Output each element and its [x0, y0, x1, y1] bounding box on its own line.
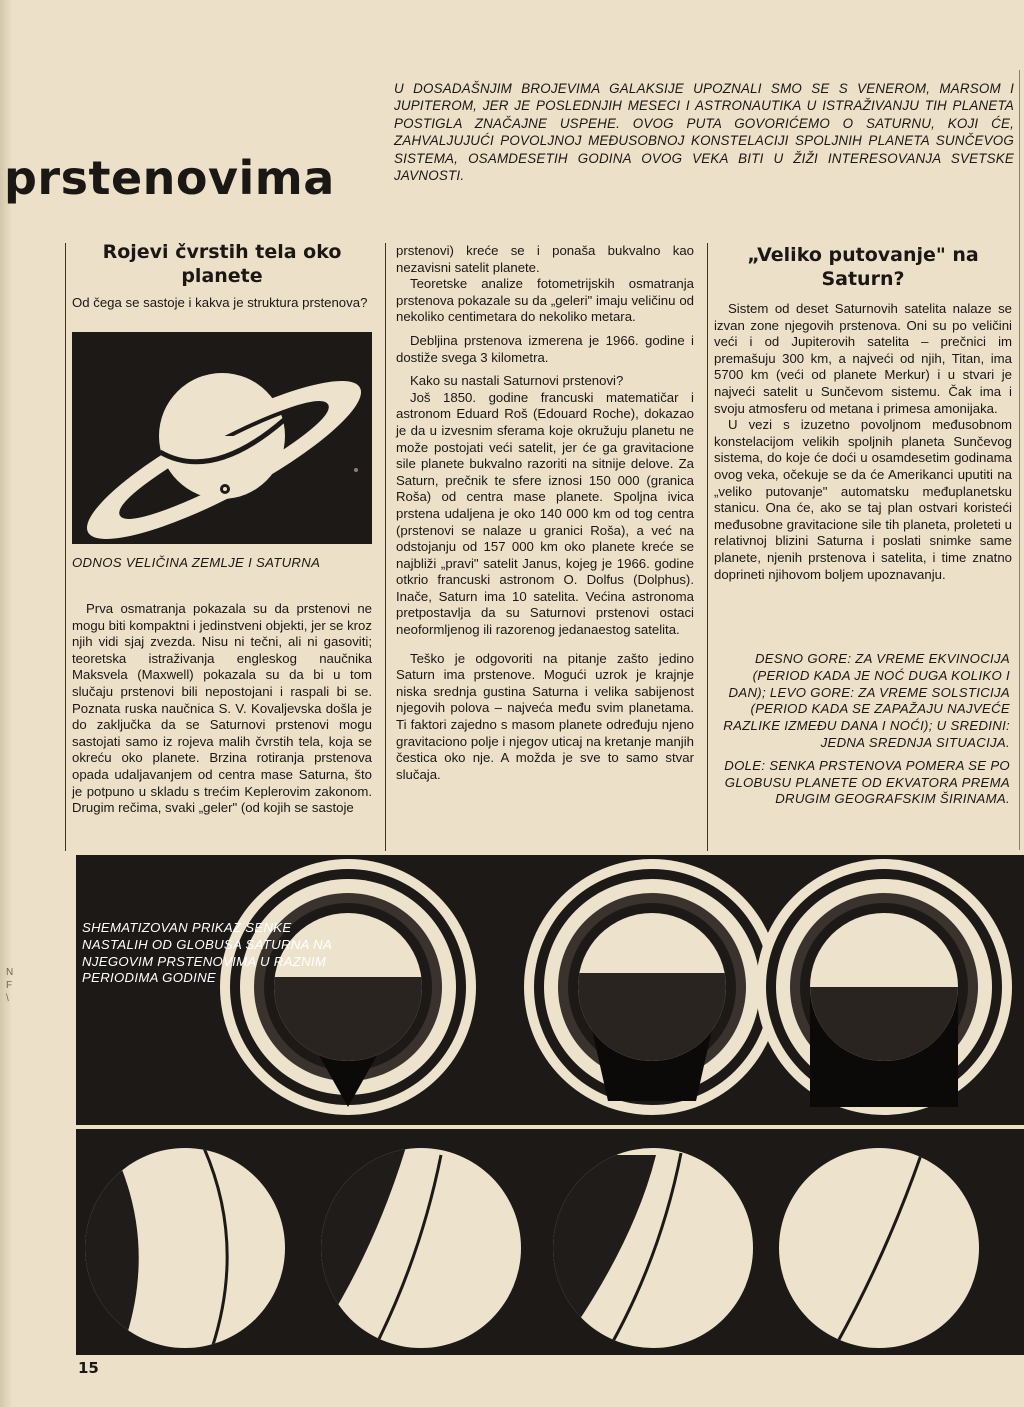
ring-view-equinox: [756, 859, 1012, 1115]
paragraph: Prva osmatranja pokazala su da prstenovi ne mogu biti kompaktni i jedinstveni objekti, jer se kroz njih vidi sjaj zvezda. Nisu ni tečni, ali ni gasoviti; teoretska istraživanja engleskog naučnika Maksvela (Maxwell) pokazala su da bi u tom slučaju prstenovi bili nepostojani i raspali bi se. Poznata ruska naučnica S. V. Kovaljevska došla je do zaključka da se Saturnovi prstenovi mogu sastojati samo iz rojeva malih čvrstih tela, koja se okreću oko planete. Brzina rotiranja prstenova opada udaljavanjem od centra mase Saturna, što je potpuno u skladu s trećim Keplerovim zakonom. Drugim rečima, svaki „geler" (od kojih se sastoje: [72, 601, 372, 816]
globe-shadow-4: [779, 1148, 979, 1348]
earth-dot-core: [223, 487, 227, 491]
page-edge: [0, 0, 12, 1407]
article-title: prstenovima: [4, 151, 335, 205]
subheading-question: Kako su nastali Saturnovi prstenovi?: [410, 373, 624, 389]
figure-caption-saturn-earth: ODNOS VELIČINA ZEMLJE I SATURNA: [72, 555, 321, 570]
paragraph: Još 1850. godine francuski matematičar i astronom Eduard Roš (Edouard Roche), dokazao je da u izvesnim sferama koje okružuju planetu ne može postojati veći satelit, jer će ga gravitacione sile planete bukvalno razoriti na sitnije delove. Za Saturn, prečnik te sfere iznosi 150 000 (granica Roša) od centra mase planete. Spoljna ivica prstena udaljena je oko 140 000 km od tog centra (prstenovi se nalaze u granici Roša), a već na odstojanju od 157 000 km oko planete kreće se najbliži „pravi" satelit Janus, kojeg je 1966. godine otkrio francuski astronom O. Dolfus (Dolphus). Inače, Saturn ima 10 satelita. Većina astronoma pretpostavlja da su Saturnovi prstenovi ostaci neoformljenog ili razorenog jedanaestog satelita.: [396, 389, 694, 638]
section-heading-veliko-putovanje: „Veliko putovanje" na Saturn?: [747, 244, 979, 290]
ring-shadow-figure: [76, 855, 1024, 1355]
paragraph: Sistem od deset Saturnovih satelita nalaze se izvan zone njegovih prstenova. Oni su po veličini veći i od Jupiterovih satelita – prečnici im premašuju 300 km, a najveći od njih, Titan, ima 5700 km (veći od planete Merkur) i u stvari je najveći satelit u Sunčevom sistemu. Čak ima i svoju atmosferu od metana i primesa amonijaka.: [714, 301, 1012, 416]
section-heading-rojevi: Rojevi čvrstih tela oko planete: [102, 241, 342, 287]
column-rule-middle: [385, 243, 386, 851]
paragraph: prstenovi) kreće se i ponaša bukvalno kao nezavisni satelit planete.: [396, 243, 694, 275]
caption-seasons: DESNO GORE: ZA VREME EKVINOCIJA (PERIOD KADA JE NOĆ DUGA KOLIKO I DAN); LEVO GORE: ZA VREME SOLSTICIJA (PERIOD KADA SE ZAPAŽAJU NAJVEĆE RAZLIKE IZMEĐU DANA I NOĆI); U SREDINI: JEDNA SREDNJA SITUACIJA.: [723, 651, 1010, 750]
saturn-illustration: [72, 332, 372, 544]
globe-shadow-3: [546, 1148, 753, 1348]
paragraph: U vezi s izuzetno povoljnom međusobnom konstelacijom velikih spoljnih planeta Sunčevog sistema, do koje će doći u osamdesetim godinama ovog veka, očekuje se da će Amerikanci uputiti na „veliko putovanje" automatsku međuplanetsku stanicu. Ona će, ako se taj plan ostvari koristeći međusobne gravitacione sile tih planeta, proleteti u relativnoj blizini Saturna i poslati snimke same planete, njenih prstenova i satelita, i time znatno doprineti njihovom boljem upoznavanju.: [714, 417, 1012, 582]
lead-question: Od čega se sastoje i kakva je struktura prstenova?: [72, 295, 368, 310]
column-3: [714, 243, 1012, 583]
intro-text: U DOSADAŠNJIM BROJEVIMA GALAKSIJE UPOZNALI SMO SE S VENEROM, MARSOM I JUPITEROM, JER JE POSLEDNJIH MESECI I ASTRONAUTIKA U ISTRAŽIVANJU TIH PLANETA POSTIGLA ZNAČAJNE USPEHE. OVOG PUTA GOVORIĆEMO O SATURNU, KOJI ĆE, ZAHVALJUJUĆI POVOLJNOJ MEĐUSOBNOJ KONSTELACIJI SPOLJNIH PLANETA SUNČEVOG SISTEMA, OSAMDESETIH GODINA OVOG VEKA BITI U ŽIŽI INTERESOVANJA SVETSKE JAVNOSTI.: [394, 81, 1014, 184]
column-rule-right: [707, 243, 708, 851]
column-1-body: [72, 601, 372, 817]
globe-shadow-2: [306, 1147, 521, 1348]
page-right-rule: [1019, 70, 1020, 850]
ring-view-intermediate: [524, 859, 780, 1115]
margin-marks: N F \: [6, 967, 14, 1004]
paragraph: Debljina prstenova izmerena je 1966. godine i dostiže svega 3 kilometra.: [396, 332, 694, 365]
figure-caption-ring-shadows: SHEMATIZOVAN PRIKAZ SENKE NASTALIH OD GLOBUSA SATURNA NA NJEGOVIM PRSTENOVIMA U RAZNIM PERIODIMA GODINE: [82, 920, 332, 986]
small-mark: [354, 468, 358, 472]
column-rule-left: [65, 243, 66, 851]
column-1: [72, 240, 372, 312]
paragraph: Teško je odgovoriti na pitanje zašto jedino Saturn ima prstenove. Mogući uzrok je krajnje niska srednja gustina Saturna i velika sabijenost njegovih polova – najveća među svim planetama. Ti faktori zajedno s masom planete određuju njeno gravitaciono polje i njegov uticaj na kretanje manjih čestica oko nje. A možda je sve to samo stvar slučaja.: [396, 650, 694, 782]
paragraph: Teoretske analize fotometrijskih osmatranja prstenova pokazale su da „geleri" imaju veličinu od nekoliko centimetara do nekoliko metara.: [396, 276, 694, 325]
saturn-earth-figure: [72, 332, 372, 544]
page-number: 15: [78, 1359, 99, 1377]
column-2: [396, 243, 694, 783]
globe-shadow-1: [76, 1135, 285, 1355]
figure-captions-right: [712, 651, 1010, 808]
caption-ring-shadow: DOLE: SENKA PRSTENOVA POMERA SE PO GLOBUSU PLANETE OD EKVATORA PREMA DRUGIM GEOGRAFSKIM ŠIRINAMA.: [724, 757, 1010, 807]
